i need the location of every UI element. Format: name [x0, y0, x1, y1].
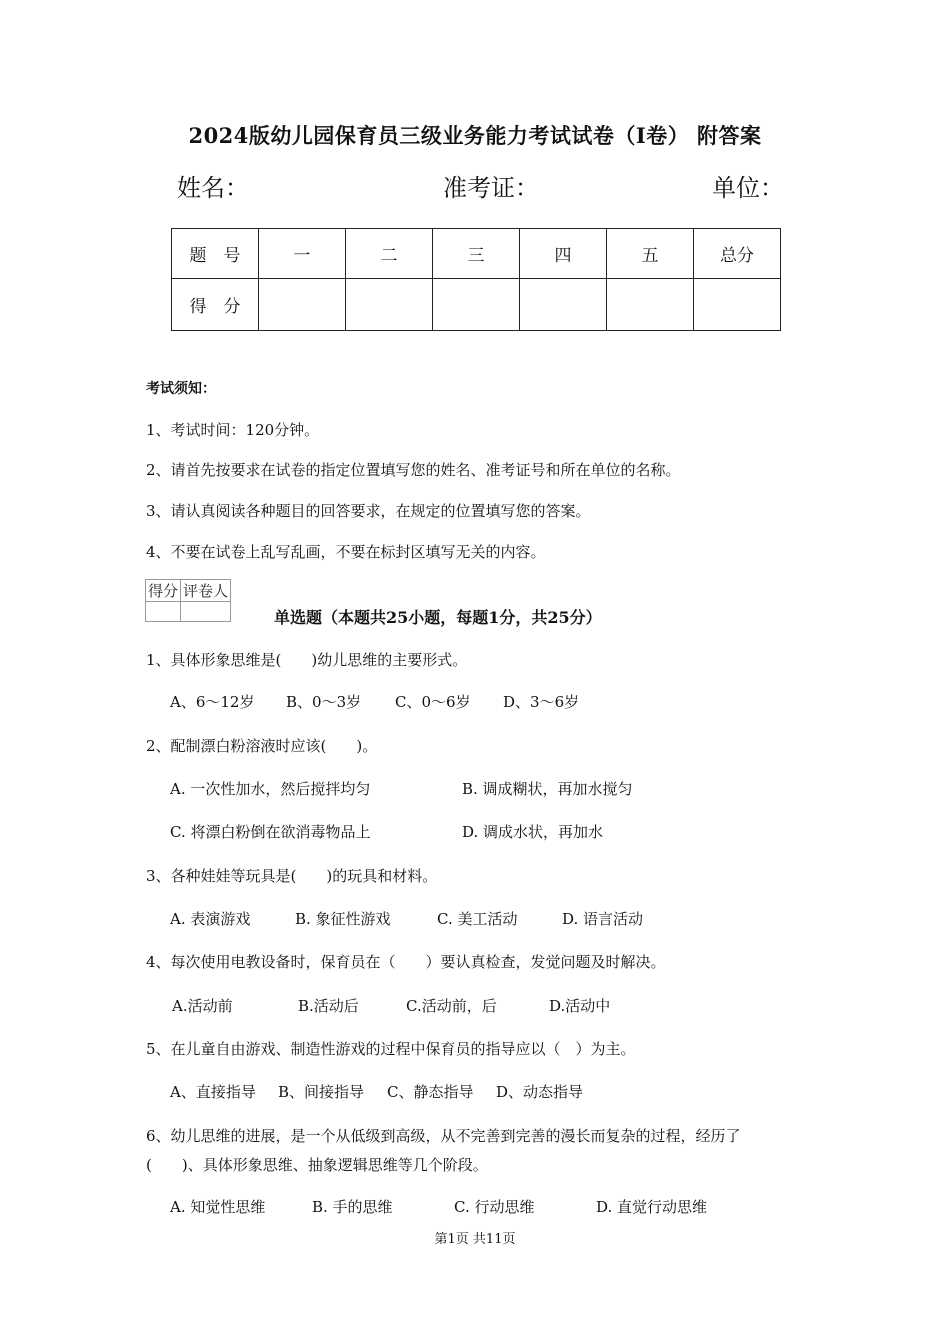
question-option: D.活动中	[549, 997, 611, 1015]
score-cell	[433, 279, 520, 331]
question-option: C. 美工活动	[437, 910, 518, 928]
question-option: B. 手的思维	[312, 1198, 393, 1216]
question-option: A. 表演游戏	[170, 910, 251, 928]
name-field-label: 姓名：	[177, 174, 249, 202]
unit-field-label: 单位：	[712, 174, 784, 202]
question-option: D. 调成水状，再加水	[462, 823, 604, 841]
question-stem-continuation: ( )、具体形象思维、抽象逻辑思维等几个阶段。	[146, 1156, 488, 1174]
question-option: B、间接指导	[278, 1083, 365, 1101]
grader-score-label: 得分	[146, 580, 181, 602]
notice-item: 2、请首先按要求在试卷的指定位置填写您的姓名、准考证号和所在单位的名称。	[146, 461, 681, 479]
question-option: D、3～6岁	[503, 693, 580, 711]
question-stem: 2、配制漂白粉溶液时应该( )。	[146, 737, 378, 755]
question-stem: 6、幼儿思维的进展，是一个从低级到高级，从不完善到完善的漫长而复杂的过程，经历了	[146, 1127, 741, 1145]
question-stem: 1、具体形象思维是( )幼儿思维的主要形式。	[146, 651, 468, 669]
question-option: A、直接指导	[170, 1083, 256, 1101]
question-option: B.活动后	[298, 997, 359, 1015]
question-option: A.活动前	[172, 997, 233, 1015]
grader-name-label: 评卷人	[181, 580, 231, 602]
score-header-cell: 总分	[694, 229, 781, 279]
score-row-label: 得 分	[172, 279, 259, 331]
question-option: B. 象征性游戏	[295, 910, 391, 928]
score-header-cell: 三	[433, 229, 520, 279]
page-footer: 第1页 共11页	[434, 1232, 516, 1247]
score-cell	[694, 279, 781, 331]
question-option: C. 将漂白粉倒在欲消毒物品上	[170, 823, 371, 841]
score-header-cell: 五	[607, 229, 694, 279]
question-option: D. 直觉行动思维	[596, 1198, 708, 1216]
question-option: D. 语言活动	[562, 910, 644, 928]
score-cell	[259, 279, 346, 331]
notice-item: 4、不要在试卷上乱写乱画，不要在标封区填写无关的内容。	[146, 543, 546, 561]
question-option: C、0～6岁	[395, 693, 471, 711]
score-header-cell: 一	[259, 229, 346, 279]
score-cell	[520, 279, 607, 331]
question-option: B. 调成糊状，再加水搅匀	[462, 780, 633, 798]
question-option: B、0～3岁	[286, 693, 362, 711]
score-header-cell: 四	[520, 229, 607, 279]
score-header-cell: 题 号	[172, 229, 259, 279]
question-stem: 3、各种娃娃等玩具是( )的玩具和材料。	[146, 867, 438, 885]
grader-table	[145, 579, 231, 622]
question-option: D、动态指导	[496, 1083, 584, 1101]
question-option: C、静态指导	[387, 1083, 474, 1101]
score-cell	[607, 279, 694, 331]
question-option: C.活动前，后	[406, 997, 497, 1015]
question-stem: 4、每次使用电教设备时，保育员在（ ）要认真检查，发觉问题及时解决。	[146, 953, 666, 971]
question-option: C. 行动思维	[454, 1198, 535, 1216]
question-option: A、6～12岁	[170, 693, 255, 711]
exam-id-field-label: 准考证：	[443, 174, 539, 202]
score-table	[171, 228, 781, 331]
score-table-score-row	[172, 279, 781, 331]
notice-item: 1、考试时间：120分钟。	[146, 421, 320, 439]
question-option: A. 知觉性思维	[170, 1198, 266, 1216]
page-title: 2024版幼儿园保育员三级业务能力考试试卷（I卷） 附答案	[188, 123, 762, 148]
notice-item: 3、请认真阅读各种题目的回答要求，在规定的位置填写您的答案。	[146, 502, 591, 520]
section-title: 单选题（本题共25小题，每题1分，共25分）	[274, 608, 602, 627]
score-cell	[346, 279, 433, 331]
score-header-cell: 二	[346, 229, 433, 279]
notice-heading: 考试须知：	[146, 381, 216, 397]
grader-score-cell	[146, 602, 181, 622]
question-option: A. 一次性加水，然后搅拌均匀	[170, 780, 371, 798]
score-table-header-row	[172, 229, 781, 279]
question-stem: 5、在儿童自由游戏、制造性游戏的过程中保育员的指导应以（ ）为主。	[146, 1040, 636, 1058]
grader-name-cell	[181, 602, 231, 622]
